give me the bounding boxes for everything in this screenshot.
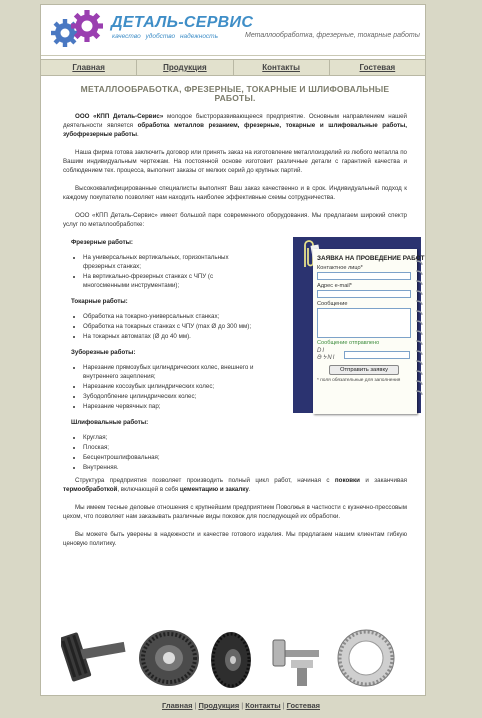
section-heading-turning: Токарные работы: xyxy=(71,298,128,305)
email-label: Адрес e-mail* xyxy=(317,283,352,289)
list-item: • Бесцентрошлифовальная; xyxy=(83,453,255,462)
disk-gear-image xyxy=(211,632,251,688)
paragraph-equipment: ООО «КПП Деталь-Сервис» имеет большой парк современного оборудования. Мы предлагаем широкий спектр услуг по металлообработке: xyxy=(63,212,407,228)
nav-item-guestbook[interactable]: Гостевая xyxy=(359,63,396,72)
intro-services: обработка металлов резанием, фрезерные, токарные и шлифовальные работы, зубофрезерные работы xyxy=(63,122,407,138)
text-fragment: и заканчивая xyxy=(359,477,407,484)
text-hardening: цементацию и закалку xyxy=(179,486,249,493)
list-item: • Плоская; xyxy=(83,443,255,452)
captcha-row xyxy=(317,348,411,361)
text-fragment: . xyxy=(248,486,251,493)
nav-item-contacts[interactable]: Контакты xyxy=(234,60,330,75)
list-item: • Обработка на токарно-универсальных станках; xyxy=(83,312,255,321)
footer-link-home[interactable]: Главная xyxy=(161,701,193,710)
page-title: МЕТАЛЛООБРАБОТКА, ФРЕЗЕРНЫЕ, ТОКАРНЫЕ И ШЛИФОВАЛЬНЫЕ РАБОТЫ. xyxy=(80,84,390,103)
page-container xyxy=(40,4,426,696)
captcha-input[interactable] xyxy=(344,351,410,359)
footer-nav xyxy=(0,701,482,710)
ring-gear-image xyxy=(338,630,394,686)
intro-paragraph xyxy=(63,112,407,139)
nav-item-home[interactable]: Главная xyxy=(41,60,137,75)
footer-link-guestbook[interactable]: Гостевая xyxy=(286,701,321,710)
paragraph-specialists: Высококвалифицированные специалисты выполнят Ваш заказ качественно и в срок. Индивидуальный подход к каждому покупателю позволяет нам находить наиболее эффективные схемы сотрудничества. xyxy=(63,185,407,201)
gear-cutting-list xyxy=(63,363,255,411)
paragraph-relations: Мы имеем тесные деловые отношения с крупнейшим предприятием Поволжья в частности с кузнечно-прессовым цехом, что позволяет нам заказывать различные виды поковок для последующей их обработки. xyxy=(63,504,407,520)
list-item: • Круглая; xyxy=(83,433,255,442)
list-item: • Обработка на токарных станках с ЧПУ (max Ø до 300 мм); xyxy=(83,322,255,331)
main-nav xyxy=(41,59,425,76)
logo-slogan: качество удобство надежность xyxy=(112,33,219,40)
list-item: • Нарезание червячных пар; xyxy=(83,402,255,411)
parts-gallery xyxy=(61,620,407,690)
gears-logo-icon xyxy=(45,9,105,51)
section-heading-gear-cutting: Зуборезные работы: xyxy=(71,349,136,356)
form-status: Сообщение отправлено xyxy=(317,340,380,346)
order-form-panel xyxy=(293,237,425,417)
message-label: Сообщение xyxy=(317,301,348,307)
order-form xyxy=(317,255,425,383)
site-header xyxy=(41,5,425,56)
binder-rings-icon xyxy=(415,255,423,405)
list-item: • Зубодолбление цилиндрических колес; xyxy=(83,392,255,401)
text-forging: поковки xyxy=(334,477,360,484)
email-input[interactable] xyxy=(317,290,411,298)
text-fragment: Структура предприятия позволяет производить полный цикл работ, начиная с xyxy=(75,477,335,484)
required-note: * поля обязательные для заполнения xyxy=(317,378,401,383)
list-item: • На вертикально-фрезерных станках с ЧПУ (с многосменными инструментами); xyxy=(83,272,255,290)
footer-link-products[interactable]: Продукция xyxy=(198,701,240,710)
message-textarea[interactable] xyxy=(317,308,411,338)
gear-shaft-image xyxy=(61,632,126,682)
list-item: • Нарезание косозубых цилиндрических колес; xyxy=(83,382,255,391)
text-fragment: , включающей в себя xyxy=(117,486,180,493)
section-heading-grinding: Шлифовальные работы: xyxy=(71,419,149,426)
footer-separator: | xyxy=(241,701,244,710)
contact-label: Контактное лицо* xyxy=(317,265,363,271)
paragraph-reliability: Вы можете быть уверены в надежности и качестве готового изделия. Мы предлагаем нашим клиентам гибкую ценовую политику. xyxy=(63,531,407,547)
list-item: • Нарезание прямозубых цилиндрических колес, внешнего и внутреннего зацепления; xyxy=(83,363,255,381)
footer-separator: | xyxy=(282,701,285,710)
list-item: • На токарных автоматах (Ø до 40 мм). xyxy=(83,332,255,341)
paragraph-contract: Наша фирма готова заключить договор или принять заказ на изготовление металлоизделий из любого металла по Вашим индивидуальным чертежам. На постоянной основе изготовит различные детали с гарантией качества и соблюдением тех. процесса, выполнит заказы от мелких серий до крупных партий. xyxy=(63,149,407,174)
section-heading-milling: Фрезерные работы: xyxy=(71,239,133,246)
paragraph-structure xyxy=(63,476,407,494)
captcha-image: DI ƏᔭNI xyxy=(317,348,336,361)
company-name: ООО «КПП Деталь-Сервис» xyxy=(75,113,164,120)
intro-text: молодое быстроразвивающееся предприятие. Основным направлением нашей деятельности является xyxy=(63,113,408,129)
list-item: • На универсальных вертикальных, горизонтальных фрезерных станках; xyxy=(83,253,255,271)
turning-list xyxy=(63,312,255,341)
contact-name-input[interactable] xyxy=(317,272,411,280)
milling-list xyxy=(63,253,255,290)
logo-title[interactable]: ДЕТАЛЬ-СЕРВИС xyxy=(111,14,254,31)
list-item: • Внутренняя. xyxy=(83,463,255,472)
footer-separator: | xyxy=(194,701,197,710)
nav-item-products[interactable]: Продукция xyxy=(137,60,233,75)
intro-end: . xyxy=(136,131,139,138)
footer-link-contacts[interactable]: Контакты xyxy=(245,701,281,710)
text-heat-treatment: термообработкой xyxy=(63,486,118,493)
form-title: ЗАЯВКА НА ПРОВЕДЕНИЕ РАБОТ xyxy=(317,255,425,262)
submit-order-button[interactable]: Отправить заявку xyxy=(329,365,399,375)
header-tagline: Металлообработка, фрезерные, токарные работы xyxy=(245,32,420,39)
double-gear-image xyxy=(139,630,199,686)
pinion-shaft-image xyxy=(273,640,319,686)
grinding-list xyxy=(63,433,255,472)
